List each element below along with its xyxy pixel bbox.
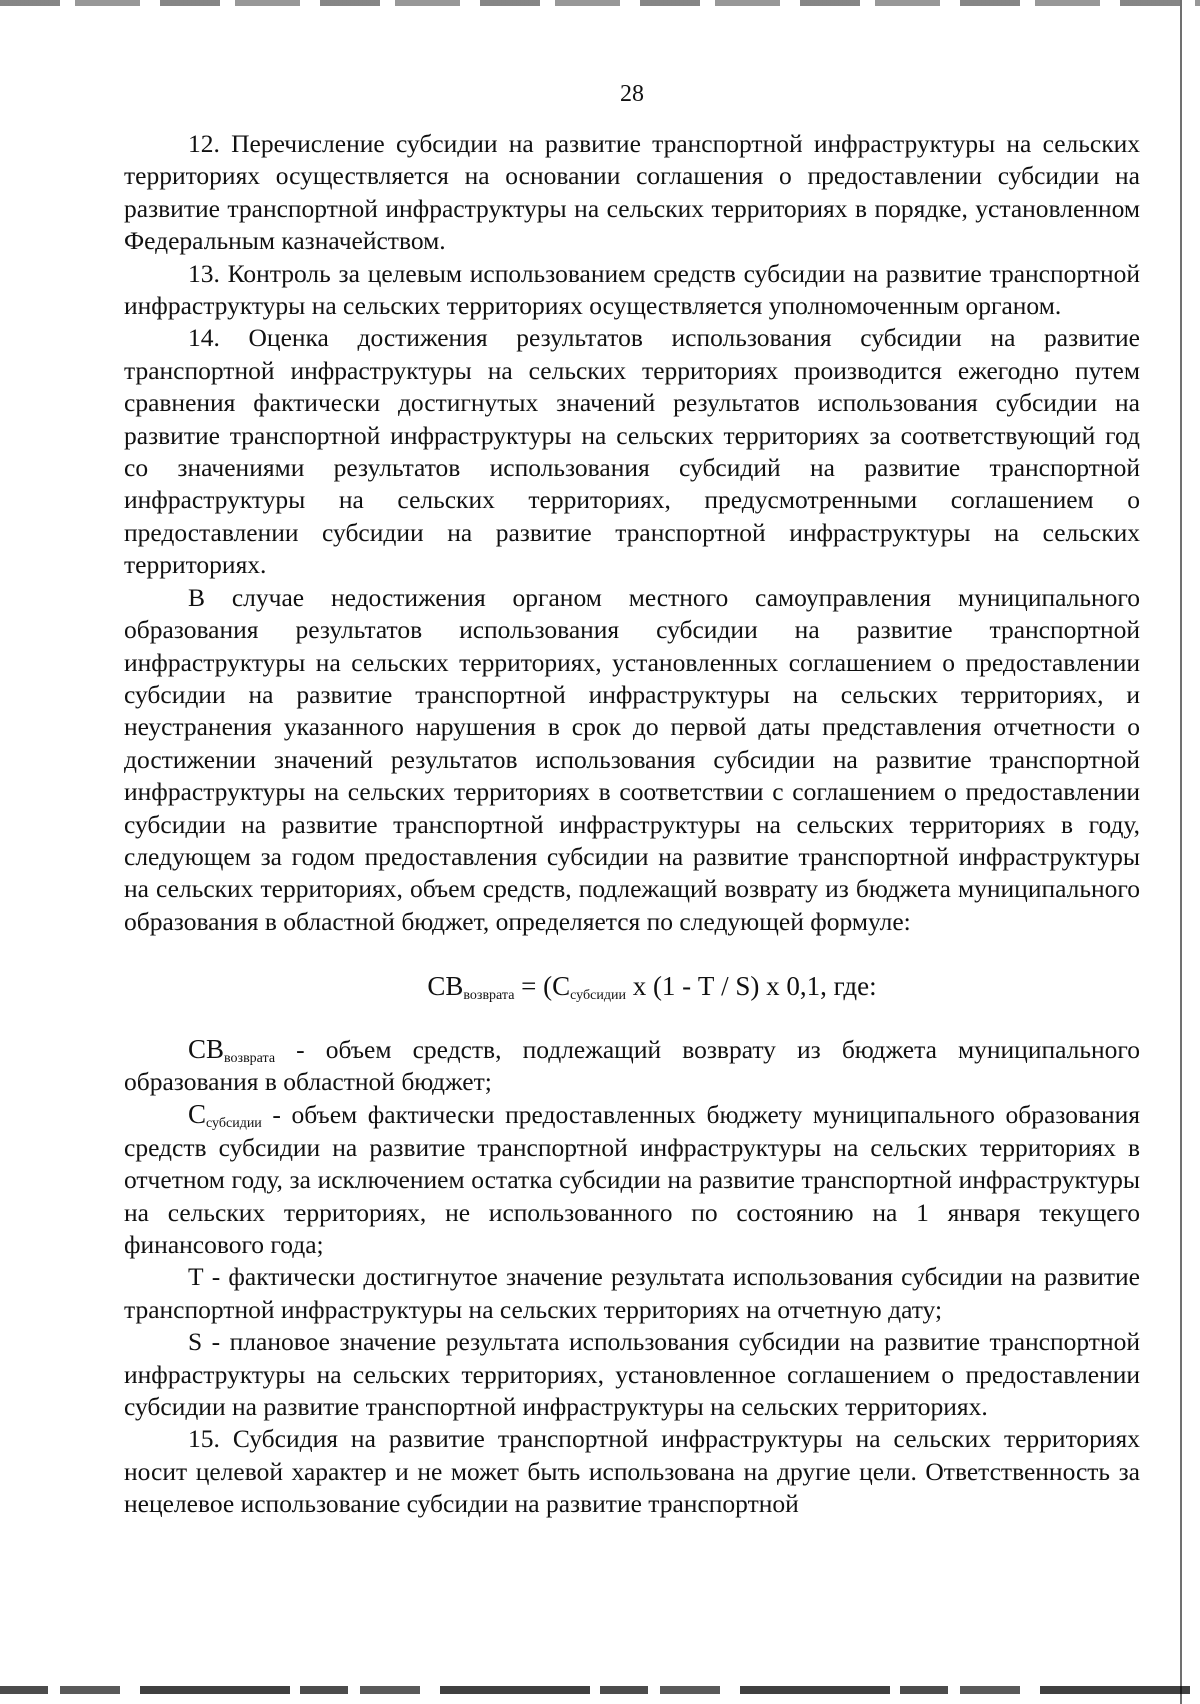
paragraph-14: 14. Оценка достижения результатов использования субсидии на развитие транспортной инфраструктуры на сельских территориях производится ежегодно путем сравнения фактически достигнутых значений результатов использования субсидии на развитие транспортной инфраструктуры на сельских территориях за соответствующий год со значениями результатов использования субсидий на развитие транспортной инфраструктуры на сельских территориях, предусмотренными соглашением о предоставлении субсидии на развитие транспортной инфраструктуры на сельских территориях.: [124, 323, 1140, 580]
return-formula: [124, 970, 1140, 1002]
definition-c-text: - объем фактически предоставленных бюджету муниципального образования средств субсидии на развитие транспортной инфраструктуры на сельских территориях в отчетном году, за исключением остатка субсидии на развитие транспортной инфраструктуры на сельских территориях, не использованного по состоянию на 1 января текущего финансового года;: [124, 1100, 1140, 1259]
definition-cv-symbol: СВ: [188, 1033, 225, 1064]
definition-c-subscript: субсидии: [206, 1116, 262, 1132]
document-page: [124, 78, 1140, 1521]
paragraph-12: 12. Перечисление субсидии на развитие транспортной инфраструктуры на сельских территориях осуществляется на основании соглашения о предоставлении субсидии на развитие транспортной инфраструктуры на сельских территориях в порядке, установленном Федеральным казначейством.: [124, 129, 1140, 256]
scan-edge-right: [1180, 0, 1182, 1704]
definition-cv-text: - объем средств, подлежащий возврату из бюджета муниципального образования в областной бюджет;: [124, 1034, 1140, 1096]
definition-s: S - плановое значение результата использования субсидии на развитие транспортной инфраструктуры на сельских территориях, установленное соглашением о предоставлении субсидии на развитие транспортной инфраструктуры на сельских территориях.: [124, 1327, 1140, 1422]
paragraph-15: 15. Субсидия на развитие транспортной инфраструктуры на сельских территориях носит целевой характер и не может быть использована на другие цели. Ответственность за нецелевое использование субсидии на развитие транспортной: [124, 1424, 1140, 1519]
formula-c-subscript: субсидии: [570, 988, 626, 1004]
formula-rest: x (1 - Т / S) x 0,1, где:: [625, 971, 877, 1002]
scan-edge-bottom: [0, 1686, 1200, 1694]
definition-c-symbol: С: [188, 1099, 207, 1130]
paragraph-14-return-case: В случае недостижения органом местного самоуправления муниципального образования результатов использования субсидии на развитие транспортной инфраструктуры на сельских территориях, установленных соглашением о предоставлении субсидии на развитие транспортной инфраструктуры на сельских территориях, и неустранения указанного нарушения в срок до первой даты представления отчетности о достижении значений результатов использования субсидии на развитие транспортной инфраструктуры на сельских территориях в соответствии с соглашением о предоставлении субсидии на развитие транспортной инфраструктуры на сельских территориях в году, следующем за годом предоставления субсидии на развитие транспортной инфраструктуры на сельских территориях, объем средств, подлежащий возврату из бюджета муниципального образования в областной бюджет, определяется по следующей формуле:: [124, 582, 1140, 936]
definition-cv-subscript: возврата: [224, 1050, 276, 1066]
formula-cv-subscript: возврата: [463, 988, 515, 1004]
definition-t: Т - фактически достигнутое значение результата использования субсидии на развитие транспортной инфраструктуры на сельских территориях на отчетную дату;: [124, 1262, 1140, 1324]
formula-equals-c: = (С: [514, 971, 571, 1002]
scan-edge-top: [0, 0, 1200, 6]
page-number: 28: [620, 81, 644, 107]
definition-c: [124, 1098, 1140, 1261]
definition-cv: [124, 1033, 1140, 1099]
paragraph-13: 13. Контроль за целевым использованием средств субсидии на развитие транспортной инфраструктуры на сельских территориях осуществляется уполномоченным органом.: [124, 258, 1140, 321]
formula-cv-symbol: СВ: [427, 971, 464, 1002]
